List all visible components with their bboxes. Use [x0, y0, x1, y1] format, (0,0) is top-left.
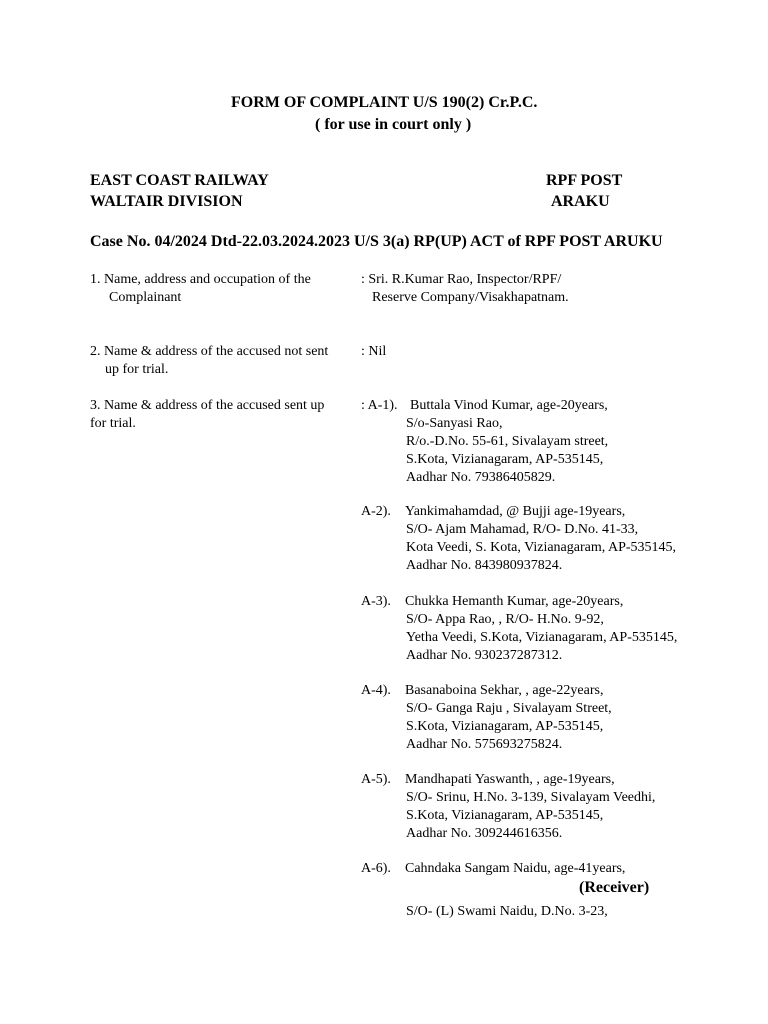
form-title: FORM OF COMPLAINT U/S 190(2) Cr.P.C.	[231, 94, 538, 111]
post-label: RPF POST	[546, 172, 623, 189]
accused-line: Mandhapati Yaswanth, , age-19years,	[405, 772, 615, 787]
question-1	[90, 271, 311, 307]
accused-label: A-3).	[361, 594, 391, 609]
accused-line: Yankimahamdad, @ Bujji age-19years,	[405, 504, 626, 519]
answer-2-line1: : Nil	[361, 344, 387, 359]
accused-line: Aadhar No. 575693275824.	[406, 737, 563, 752]
answer-2	[361, 343, 386, 361]
accused-label: A-6).	[361, 861, 391, 876]
accused-line: R/o.-D.No. 55-61, Sivalayam street,	[406, 434, 609, 449]
answer-1-line1: : Sri. R.Kumar Rao, Inspector/RPF/	[361, 272, 562, 287]
accused-line: S.Kota, Vizianagaram, AP-535145,	[406, 719, 604, 734]
accused-line: S.Kota, Vizianagaram, AP-535145,	[406, 808, 604, 823]
accused-line: Yetha Veedi, S.Kota, Vizianagaram, AP-535145,	[406, 630, 678, 645]
accused-line: Aadhar No. 79386405829.	[406, 470, 556, 485]
question-3	[90, 397, 324, 433]
accused-line: Aadhar No. 843980937824.	[406, 558, 563, 573]
accused-line: Chukka Hemanth Kumar, age-20years,	[405, 594, 624, 609]
railway-zone: EAST COAST RAILWAY	[90, 172, 269, 189]
accused-line: Aadhar No. 309244616356.	[406, 826, 563, 841]
accused-label: A-5).	[361, 772, 391, 787]
form-subtitle: ( for use in court only )	[315, 116, 472, 133]
accused-line: S.Kota, Vizianagaram, AP-535145,	[406, 452, 604, 467]
question-2	[90, 343, 328, 379]
question-2-line2: up for trial.	[105, 362, 169, 377]
accused-line: S/O- Appa Rao, , R/O- H.No. 9-92,	[406, 612, 604, 627]
answer-1	[361, 271, 569, 307]
question-1-line1: 1. Name, address and occupation of the	[90, 272, 311, 287]
accused-line: S/o-Sanyasi Rao,	[406, 416, 503, 431]
question-1-line2: Complainant	[109, 290, 182, 305]
accused-label: A-4).	[361, 683, 391, 698]
accused-line: Buttala Vinod Kumar, age-20years,	[410, 398, 608, 413]
question-2-line1: 2. Name & address of the accused not sent	[90, 344, 329, 359]
question-3-line2: for trial.	[90, 416, 136, 431]
accused-line: S/O- (L) Swami Naidu, D.No. 3-23,	[406, 904, 608, 919]
railway-division: WALTAIR DIVISION	[90, 193, 243, 210]
accused-label: : A-1).	[361, 398, 398, 413]
accused-line: S/O- Srinu, H.No. 3-139, Sivalayam Veedhi,	[406, 790, 656, 805]
accused-label: A-2).	[361, 504, 391, 519]
post-name: ARAKU	[551, 193, 610, 210]
accused-line: Basanaboina Sekhar, , age-22years,	[405, 683, 604, 698]
receiver-label: (Receiver)	[579, 879, 650, 896]
answer-1-line2: Reserve Company/Visakhapatnam.	[372, 290, 569, 305]
question-3-line1: 3. Name & address of the accused sent up	[90, 398, 325, 413]
accused-line: S/O- Ganga Raju , Sivalayam Street,	[406, 701, 612, 716]
accused-line: Kota Veedi, S. Kota, Vizianagaram, AP-535145,	[406, 540, 677, 555]
case-line: Case No. 04/2024 Dtd-22.03.2024.2023 U/S 3(a) RP(UP) ACT of RPF POST ARUKU	[90, 233, 663, 250]
accused-line: S/O- Ajam Mahamad, R/O- D.No. 41-33,	[406, 522, 639, 537]
accused-line: Aadhar No. 930237287312.	[406, 648, 563, 663]
accused-line: Cahndaka Sangam Naidu, age-41years,	[405, 861, 626, 876]
